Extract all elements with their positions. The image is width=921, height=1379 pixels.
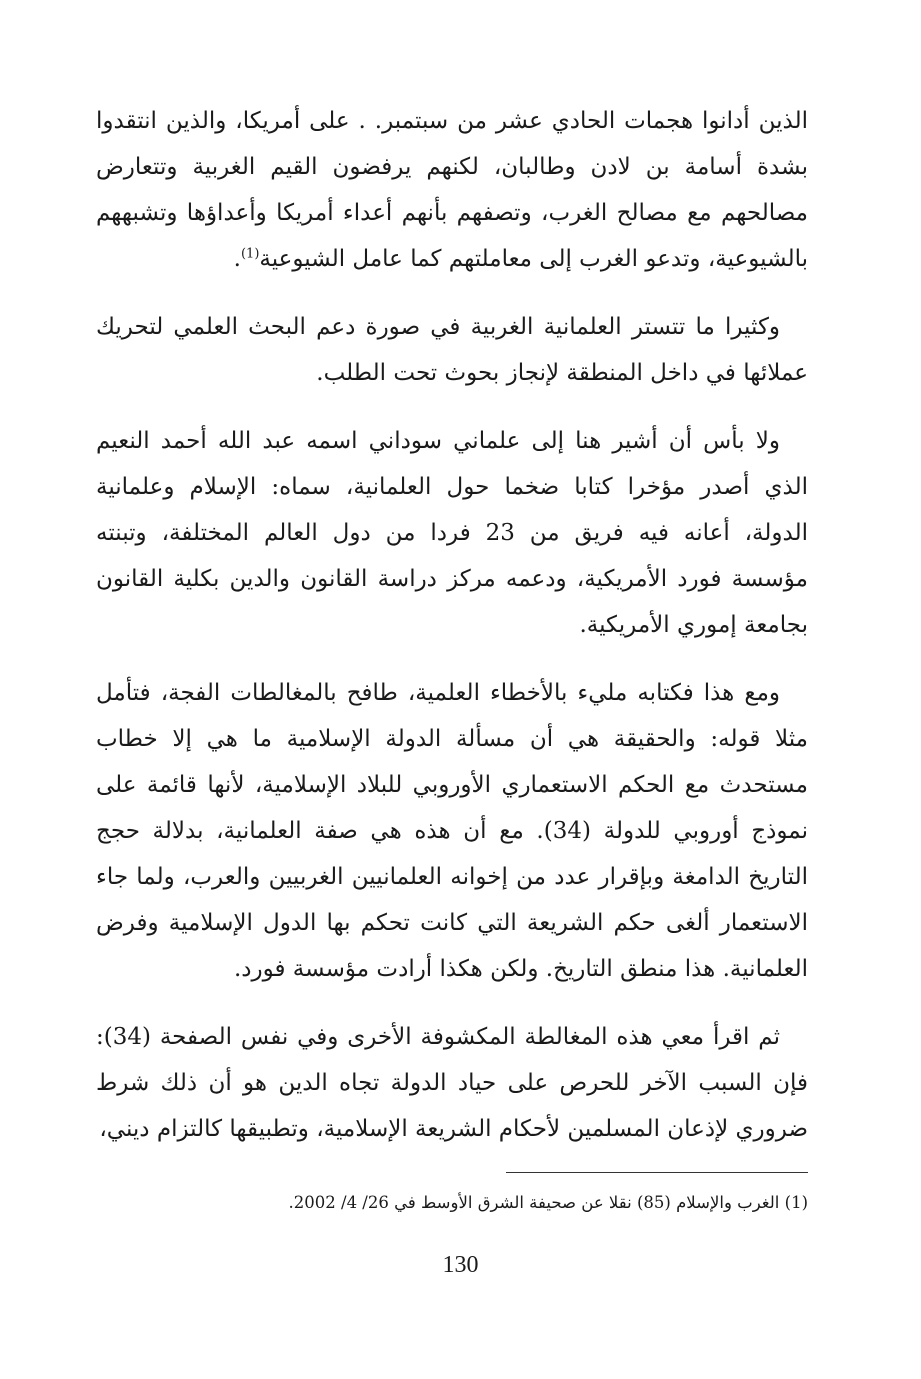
paragraph-2: وكثيرا ما تتستر العلمانية الغربية في صورة دعم البحث العلمي لتحريك عملائها في داخل المنطقة لإنجاز بحوث تحت الطلب. (96, 314, 808, 386)
page-body (96, 98, 808, 1174)
paragraph-5: ثم اقرأ معي هذه المغالطة المكشوفة الأخرى وفي نفس الصفحة (34): فإن السبب الآخر للحرص على حياد الدولة تجاه الدين هو أن ذلك شرط ضروري لإذعان المسلمين لأحكام الشريعة الإسلامية، وتطبيقها كالتزام ديني، (96, 1024, 808, 1142)
paragraph-1-tail: . (233, 246, 241, 272)
paragraph-1 (96, 98, 808, 282)
footnote: (1) الغرب والإسلام (85) نقلا عن صحيفة الشرق الأوسط في 26/ 4/ 2002. (288, 1193, 808, 1212)
paragraph-3: ولا بأس أن أشير هنا إلى علماني سوداني اسمه عبد الله أحمد النعيم الذي أصدر مؤخرا كتابا ضخما حول العلمانية، سماه: الإسلام وعلمانية الدولة، أعانه فيه فريق من 23 فردا من دول العالم المختلفة، وتبنته مؤسسة فورد الأمريكية، ودعمه مركز دراسة القانون والدين بكلية القانون بجامعة إموري الأمريكية. (96, 428, 808, 638)
paragraph-4: ومع هذا فكتابه مليء بالأخطاء العلمية، طافح بالمغالطات الفجة، فتأمل مثلا قوله: والحقيقة هي أن مسألة الدولة الإسلامية ما هي إلا خطاب مستحدث مع الحكم الاستعماري الأوروبي للبلاد الإسلامية، لأنها قائمة على نموذج أوروبي للدولة (34). مع أن هذه هي صفة العلمانية، بدلالة حجج التاريخ الدامغة وبإقرار عدد من إخوانه العلمانيين الغربيين والعرب، ولما جاء الاستعمار ألغى حكم الشريعة التي كانت تحكم بها الدول الإسلامية وفرض العلمانية. هذا منطق التاريخ. ولكن هكذا أرادت مؤسسة فورد. (96, 680, 809, 982)
page-number: 130 (442, 1252, 479, 1278)
footnote-reference[interactable]: (1) (240, 246, 260, 262)
footnote-divider (506, 1172, 808, 1173)
paragraph-1-text: الذين أدانوا هجمات الحادي عشر من سبتمبر. . على أمريكا، والذين انتقدوا بشدة أسامة بن لادن وطالبان، لكنهم يرفضون القيم الغربية وتتعارض مصالحهم مع مصالح الغرب، وتصفهم بأنهم أعداء أمريكا وأعداؤها وتشبههم بالشيوعية، وتدعو الغرب إلى معاملتهم كما عامل الشيوعية (96, 108, 808, 272)
